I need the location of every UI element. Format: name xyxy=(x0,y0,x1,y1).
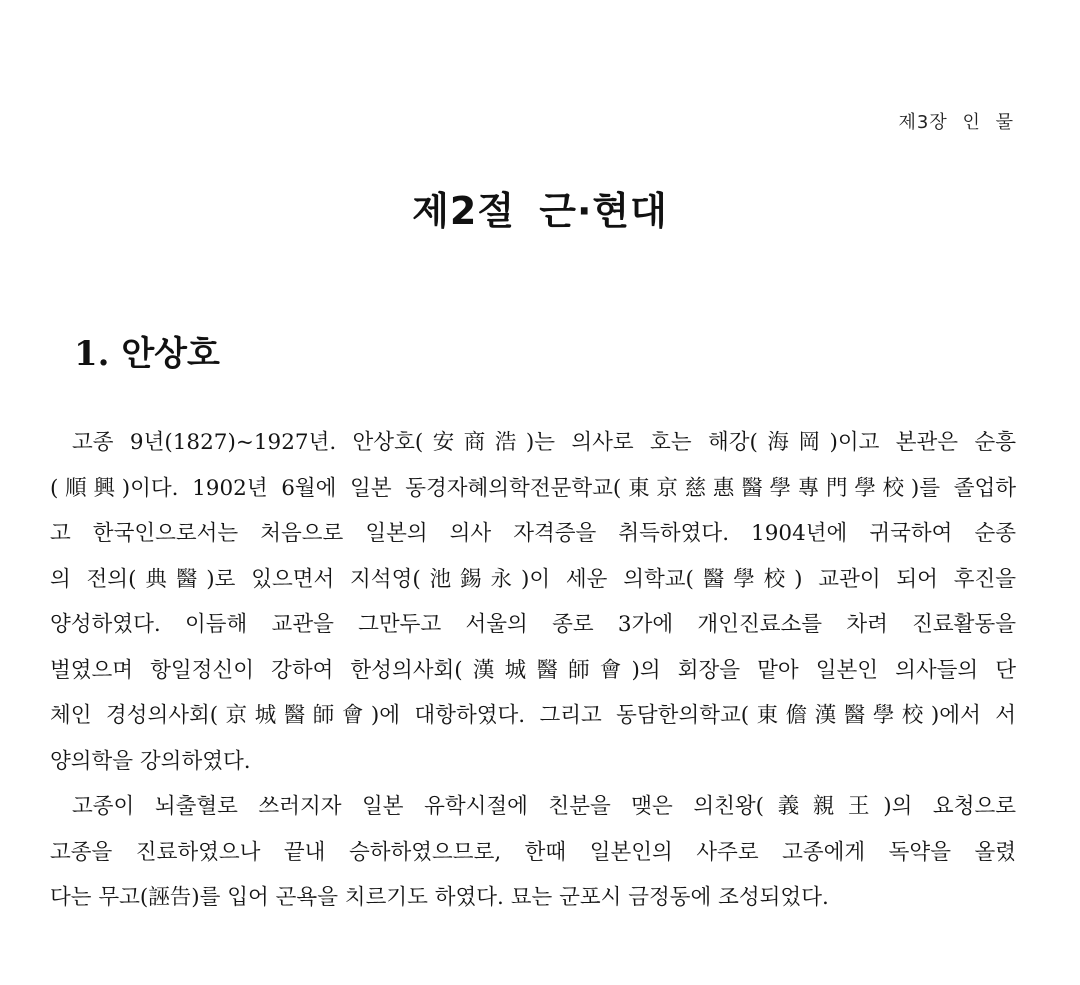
paragraph-1-line-1: 고종 9년(1827)~1927년. 안상호(安商浩)는 의사로 호는 해강(海岡)이고 본관은 순흥 xyxy=(72,430,1016,455)
paragraph-1-line-7: 체인 경성의사회(京城醫師會)에 대항하였다. 그리고 동담한의학교(東儋漢醫學校)에서 서 xyxy=(50,703,1016,728)
paragraph-1-line-4: 의 전의(典醫)로 있으면서 지석영(池錫永)이 세운 의학교(醫學校) 교관이 되어 후진을 xyxy=(50,566,1016,592)
body-text xyxy=(50,420,1016,921)
paragraph-1-line-2: (順興)이다. 1902년 6월에 일본 동경자혜의학전문학교(東京慈惠醫學專門學校)를 졸업하 xyxy=(50,475,1016,501)
subsection-title: 1. 안상호 xyxy=(74,334,220,374)
paragraph-1-line-8: 양의학을 강의하였다. xyxy=(50,748,251,774)
paragraph-2-line-1: 고종이 뇌출혈로 쓰러지자 일본 유학시절에 친분을 맺은 의친왕(義親王)의 요청으로 xyxy=(72,794,1016,819)
paragraph-1-line-6: 벌였으며 항일정신이 강하여 한성의사회(漢城醫師會)의 회장을 맡아 일본인 의사들의 단 xyxy=(50,657,1016,683)
running-header: 제3장 인 물 xyxy=(898,112,1014,133)
paragraph-1-line-5: 양성하였다. 이듬해 교관을 그만두고 서울의 종로 3가에 개인진료소를 차려 진료활동을 xyxy=(50,612,1016,637)
paragraph-2-line-2: 고종을 진료하였으나 끝내 승하하였으므로, 한때 일본인의 사주로 고종에게 독약을 올렸 xyxy=(50,839,1016,865)
paragraph-1-line-3: 고 한국인으로서는 처음으로 일본의 의사 자격증을 취득하였다. 1904년에 귀국하여 순종 xyxy=(50,521,1016,546)
section-title: 제2절 근·현대 xyxy=(412,189,668,233)
paragraph-2-line-3: 다는 무고(誣告)를 입어 곤욕을 치르기도 하였다. 묘는 군포시 금정동에 조성되었다. xyxy=(50,885,829,910)
